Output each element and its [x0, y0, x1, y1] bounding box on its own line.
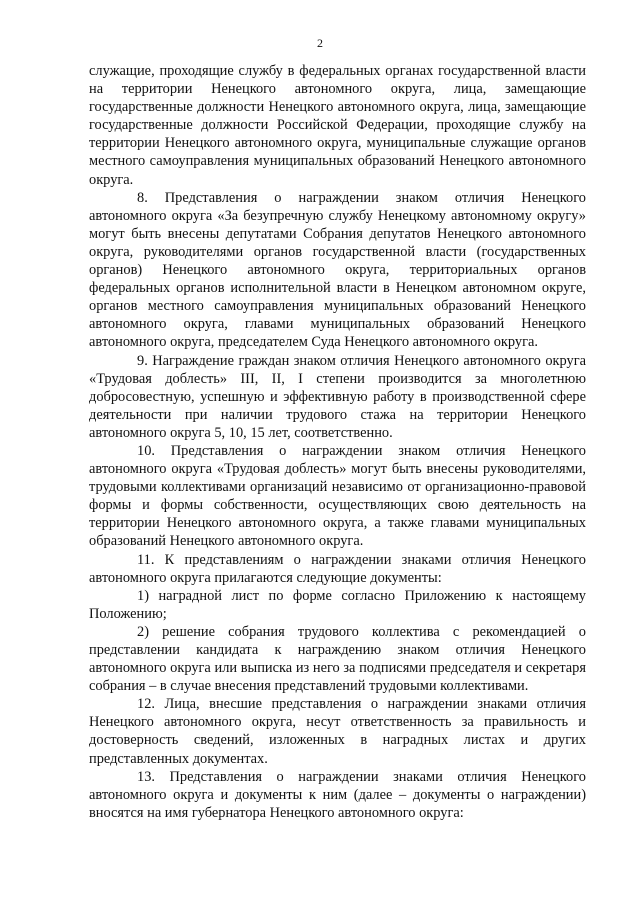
paragraph-12: 12. Лица, внесшие представления о награждении знаками отличия Ненецкого автономного округа, несут ответственность за правильность и достоверность сведений, изложенных в наградных листах и других представленных документах. — [89, 696, 586, 767]
page-number: 2 — [317, 36, 323, 50]
paragraph-continuation: служащие, проходящие службу в федеральных органах государственной власти на территории Ненецкого автономного округа, лица, замещающие государственные должности Ненецкого автономного округа, лица, замещающие государственные должности Российской Федерации, проходящие службу на территории Ненецкого автономного округа, муниципальные служащие органов местного самоуправления муниципальных образований Ненецкого автономного округа. — [89, 63, 586, 188]
paragraph-11: 11. К представлениям о награждении знаками отличия Ненецкого автономного округа прилагаются следующие документы: — [89, 551, 586, 586]
paragraph-13: 13. Представления о награждении знаками отличия Ненецкого автономного округа и документы к ним (далее – документы о награждении) вносятся на имя губернатора Ненецкого автономного округа: — [89, 768, 586, 821]
paragraph-11-item-2: 2) решение собрания трудового коллектива с рекомендацией о представлении кандидата к награждению знаком отличия Ненецкого автономного округа или выписка из него за подписями председателя и секретаря собрания – в случае внесения представлений трудовыми коллективами. — [89, 623, 586, 695]
paragraph-9: 9. Награждение граждан знаком отличия Ненецкого автономного округа «Трудовая доблесть» III, II, I степени производится за многолетнюю добросовестную, успешную и эффективную работу в производственной сфере деятельности при наличии трудового стажа на территории Ненецкого автономного округа 5, 10, 15 лет, соответственно. — [89, 352, 586, 441]
paragraph-8: 8. Представления о награждении знаком отличия Ненецкого автономного округа «За безупречную службу Ненецкому автономному округу» могут быть внесены депутатами Собрания депутатов Ненецкого автономного округа, руководителями органов государственной власти (государственных органов) Ненецкого автономного округа, территориальных органов федеральных органов исполнительной власти в Ненецком автономном округе, органов местного самоуправления муниципальных образований Ненецкого автономного округа, главами муниципальных образований Ненецкого автономного округа, председателем Суда Ненецкого автономного округа. — [89, 189, 586, 351]
paragraph-10: 10. Представления о награждении знаком отличия Ненецкого автономного округа «Трудовая доблесть» могут быть внесены руководителями, трудовыми коллективами организаций независимо от организационно-правовой формы и формы собственности, осуществляющих свою деятельность на территории Ненецкого автономного округа, а также главами муниципальных образований Ненецкого автономного округа. — [89, 442, 586, 550]
paragraph-11-item-1: 1) наградной лист по форме согласно Приложению к настоящему Положению; — [89, 587, 586, 622]
document-body — [89, 62, 586, 822]
